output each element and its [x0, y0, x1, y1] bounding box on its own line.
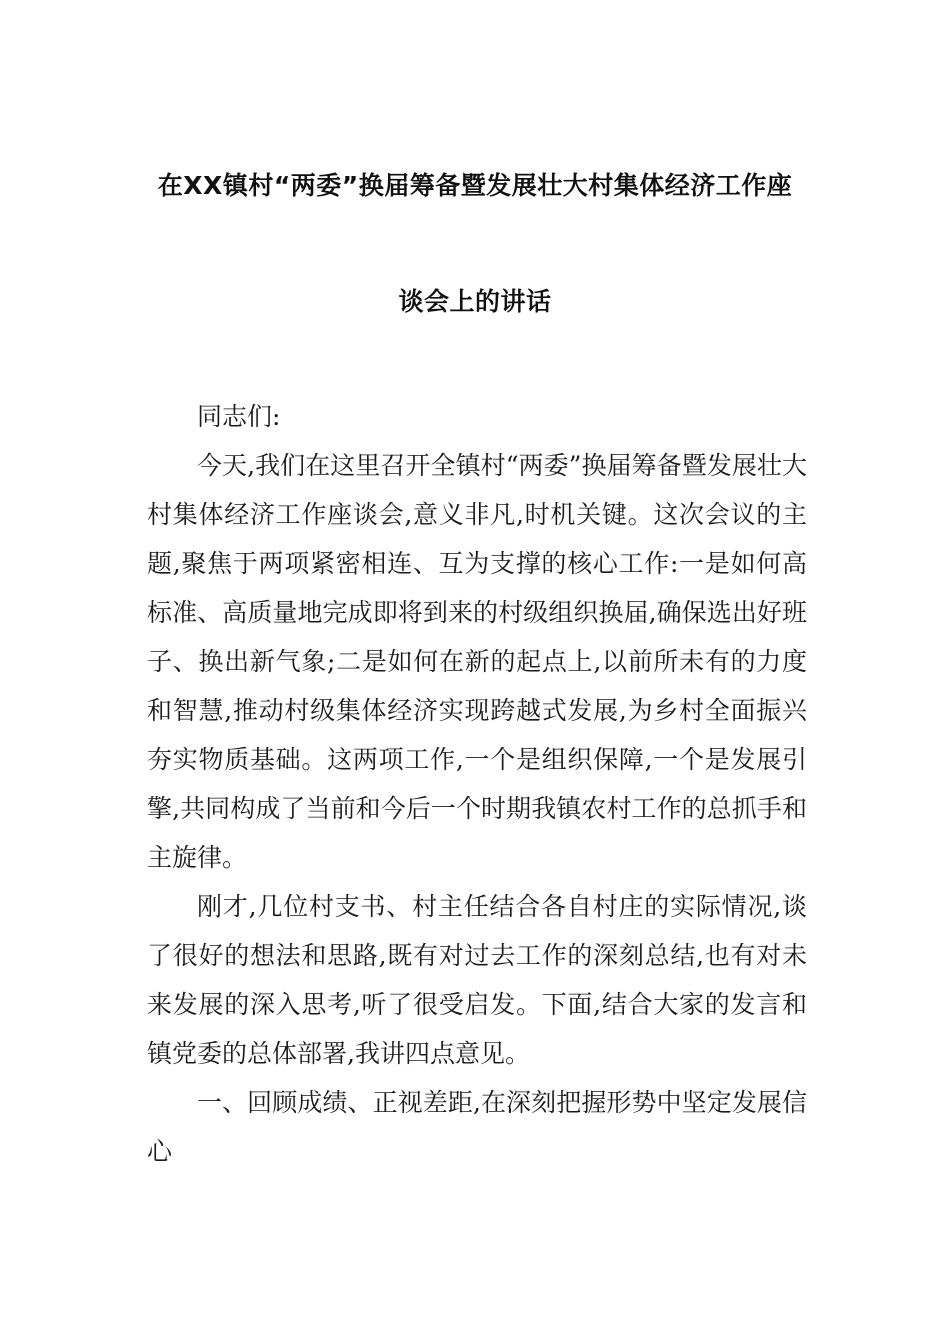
paragraph-opening: 今天,我们在这里召开全镇村“两委”换届筹备暨发展壮大村集体经济工作座谈会,意义非凡,时机关键。这次会议的主题,聚焦于两项紧密相连、互为支撑的核心工作:一是如何高标准、高质量地完成即将到来的村级组织换届,确保选出好班子、换出新气象;二是如何在新的起点上,以前所未有的力度和智慧,推动村级集体经济实现跨越式发展,为乡村全面振兴夯实物质基础。这两项工作,一个是组织保障,一个是发展引擎,共同构成了当前和今后一个时期我镇农村工作的总抓手和主旋律。: [147, 451, 807, 872]
document-title-line-1: 在XX镇村“两委”换届筹备暨发展壮大村集体经济工作座: [157, 171, 793, 200]
greeting: 同志们:: [197, 402, 281, 431]
paragraph-discussion: 刚才,几位村支书、村主任结合各自村庄的实际情况,谈了很好的想法和思路,既有对过去工作的深刻总结,也有对未来发展的深入思考,听了很受启发。下面,结合大家的发言和镇党委的总体部署,我讲四点意见。: [147, 892, 807, 1068]
document-title-line-2: 谈会上的讲话: [398, 287, 552, 316]
section-heading-1: 一、回顾成绩、正视差距,在深刻把握形势中坚定发展信心: [147, 1088, 807, 1166]
document-body: [147, 392, 807, 1176]
